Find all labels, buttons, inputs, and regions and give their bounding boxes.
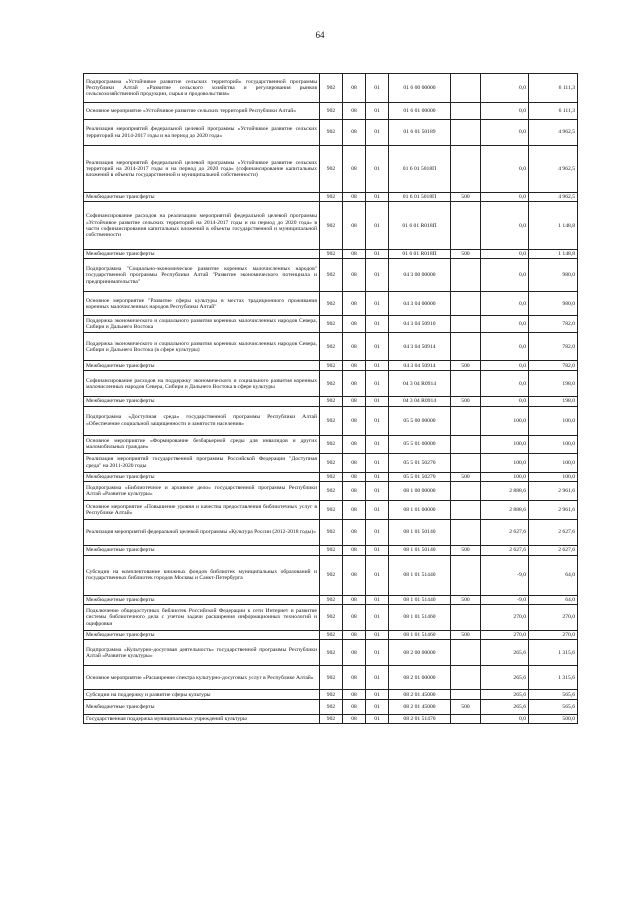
row-expense-type <box>451 605 481 631</box>
row-amount-total: 270,0 <box>529 631 578 640</box>
row-section: 08 <box>343 193 366 202</box>
row-subsection: 01 <box>366 193 389 202</box>
row-amount-change: -9,0 <box>481 555 529 595</box>
row-grbs: 902 <box>320 472 343 481</box>
row-subsection: 01 <box>366 715 389 724</box>
row-name: Межбюджетные трансферты <box>84 595 320 604</box>
row-amount-change: 0,0 <box>481 361 529 371</box>
row-amount-change: 0,0 <box>481 120 529 146</box>
row-amount-change: 2 627,6 <box>481 545 529 555</box>
table-row <box>84 406 578 435</box>
row-name: Основное мероприятие «Формирование безбарьерной среды для инвалидов и других маломобильных граждан» <box>84 435 320 453</box>
table-row <box>84 640 578 666</box>
row-grbs: 902 <box>320 202 343 250</box>
row-subsection: 01 <box>366 690 389 700</box>
row-name: Поддержка экономического и социального развития коренных малочисленных народов Севера, Сибири и Дальнего Востока <box>84 316 320 333</box>
row-subsection: 01 <box>366 519 389 545</box>
row-name: Основное мероприятие «Расширение спектра культурно-досуговых услуг в Республике Алтай» <box>84 666 320 690</box>
row-target-article: 08 2 01 45000 <box>389 690 451 700</box>
row-subsection: 01 <box>366 120 389 146</box>
row-section: 08 <box>343 103 366 120</box>
row-amount-total: 100,0 <box>529 406 578 435</box>
row-expense-type: 500 <box>451 472 481 481</box>
row-name: Межбюджетные трансферты <box>84 361 320 371</box>
row-subsection: 01 <box>366 545 389 555</box>
row-section: 08 <box>343 472 366 481</box>
table-row <box>84 666 578 690</box>
row-section: 08 <box>343 202 366 250</box>
row-grbs: 902 <box>320 406 343 435</box>
row-section: 08 <box>343 292 366 316</box>
row-grbs: 902 <box>320 250 343 259</box>
row-amount-change: 270,0 <box>481 631 529 640</box>
row-expense-type: 500 <box>451 595 481 604</box>
row-name: Реализация мероприятий федеральной целевой программы «Устойчивое развитие сельских территорий на 2014-2017 годы и на период до 2020 года» (софинансирование капитальных вложений в объекты государственной и муниципальной собственности) <box>84 146 320 193</box>
row-subsection: 01 <box>366 700 389 715</box>
row-subsection: 01 <box>366 481 389 500</box>
row-expense-type <box>451 500 481 519</box>
row-amount-change: 0,0 <box>481 292 529 316</box>
row-amount-total: 2 627,6 <box>529 519 578 545</box>
row-expense-type <box>451 202 481 250</box>
table-row <box>84 361 578 371</box>
row-amount-total: 198,0 <box>529 371 578 397</box>
table-row <box>84 631 578 640</box>
row-subsection: 01 <box>366 605 389 631</box>
row-target-article: 01 6 01 R018П <box>389 250 451 259</box>
row-subsection: 01 <box>366 631 389 640</box>
row-name: Подпрограмма «Культурно-досуговая деятельность» государственной программы Республики Алтай «Развитие культуры» <box>84 640 320 666</box>
row-subsection: 01 <box>366 259 389 292</box>
budget-table <box>83 73 578 724</box>
row-section: 08 <box>343 333 366 361</box>
table-row <box>84 103 578 120</box>
table-row <box>84 146 578 193</box>
row-name: Софинансирование расходов на реализацию мероприятий федеральной целевой программы «Устойчивое развитие сельских территорий на 2014-2017 годы и на период до 2020 года» в части софинансирования капитальных вложений в объекты государственной и муниципальной собственности <box>84 202 320 250</box>
row-amount-total: 2 961,6 <box>529 500 578 519</box>
row-name: Подключение общедоступных библиотек Российской Федерации к сети Интернет и развитие системы библиотечного дела с учетом задачи расширения информационных технологий и оцифровки <box>84 605 320 631</box>
row-subsection: 01 <box>366 333 389 361</box>
row-amount-change: 100,0 <box>481 406 529 435</box>
row-subsection: 01 <box>366 500 389 519</box>
row-amount-change: -9,0 <box>481 595 529 604</box>
row-amount-total: 500,0 <box>529 715 578 724</box>
row-grbs: 902 <box>320 481 343 500</box>
row-amount-total: 1 148,8 <box>529 250 578 259</box>
row-amount-change: 0,0 <box>481 371 529 397</box>
row-amount-total: 4 962,5 <box>529 193 578 202</box>
table-row <box>84 202 578 250</box>
row-section: 08 <box>343 700 366 715</box>
row-target-article: 08 1 01 00000 <box>389 500 451 519</box>
table-row <box>84 74 578 103</box>
row-amount-change: 0,0 <box>481 715 529 724</box>
row-subsection: 01 <box>366 371 389 397</box>
row-target-article: 08 1 01 51440 <box>389 595 451 604</box>
row-amount-total: 565,6 <box>529 690 578 700</box>
row-expense-type <box>451 435 481 453</box>
row-amount-total: 782,0 <box>529 316 578 333</box>
row-grbs: 902 <box>320 595 343 604</box>
row-name: Межбюджетные трансферты <box>84 700 320 715</box>
row-grbs: 902 <box>320 519 343 545</box>
row-amount-total: 782,0 <box>529 361 578 371</box>
row-amount-total: 1 315,6 <box>529 666 578 690</box>
row-amount-change: 0,0 <box>481 397 529 406</box>
row-grbs: 902 <box>320 316 343 333</box>
row-section: 08 <box>343 715 366 724</box>
row-section: 08 <box>343 74 366 103</box>
row-name: Государственная поддержка муниципальных учреждений культуры <box>84 715 320 724</box>
row-amount-change: 2 627,6 <box>481 519 529 545</box>
table-row <box>84 193 578 202</box>
row-expense-type <box>451 146 481 193</box>
row-amount-total: 4 962,5 <box>529 146 578 193</box>
row-name: Подпрограмма «Библиотечное и архивное дело» государственной программы Республики Алтай «Развитие культуры» <box>84 481 320 500</box>
row-target-article: 08 1 01 51460 <box>389 631 451 640</box>
table-row <box>84 690 578 700</box>
row-amount-total: 2 961,6 <box>529 481 578 500</box>
row-name: Основное мероприятие «Устойчивое развитие сельских территорий Республики Алтай» <box>84 103 320 120</box>
row-amount-total: 2 627,6 <box>529 545 578 555</box>
row-target-article: 08 2 01 00000 <box>389 666 451 690</box>
row-expense-type: 500 <box>451 193 481 202</box>
table-row <box>84 700 578 715</box>
table-row <box>84 500 578 519</box>
row-target-article: 04 3 00 00000 <box>389 259 451 292</box>
table-row <box>84 316 578 333</box>
row-section: 08 <box>343 595 366 604</box>
row-grbs: 902 <box>320 397 343 406</box>
row-target-article: 01 6 01 R018П <box>389 202 451 250</box>
row-name: Подпрограмма «Устойчивое развитие сельских территорий» государственной программы Республики Алтай «Развитие сельского хозяйства и регулирования рынков сельскохозяйственной продукции, сырья и продовольствия» <box>84 74 320 103</box>
row-grbs: 902 <box>320 690 343 700</box>
row-name: Субсидии на поддержку и развитие сферы культуры <box>84 690 320 700</box>
row-section: 08 <box>343 631 366 640</box>
row-target-article: 04 3 04 R0914 <box>389 371 451 397</box>
row-grbs: 902 <box>320 715 343 724</box>
row-grbs: 902 <box>320 292 343 316</box>
row-section: 08 <box>343 519 366 545</box>
row-expense-type <box>451 453 481 472</box>
row-amount-total: 270,0 <box>529 605 578 631</box>
table-row <box>84 371 578 397</box>
row-amount-total: 782,0 <box>529 333 578 361</box>
row-grbs: 902 <box>320 146 343 193</box>
row-expense-type: 500 <box>451 250 481 259</box>
row-amount-change: 2 888,6 <box>481 481 529 500</box>
row-grbs: 902 <box>320 545 343 555</box>
row-section: 08 <box>343 361 366 371</box>
row-target-article: 08 1 01 50140 <box>389 545 451 555</box>
row-section: 08 <box>343 371 366 397</box>
row-amount-total: 1 148,8 <box>529 202 578 250</box>
row-section: 08 <box>343 500 366 519</box>
row-amount-total: 100,0 <box>529 453 578 472</box>
row-subsection: 01 <box>366 453 389 472</box>
row-amount-change: 2 888,6 <box>481 500 529 519</box>
row-expense-type <box>451 715 481 724</box>
row-target-article: 04 3 04 R0914 <box>389 397 451 406</box>
row-section: 08 <box>343 640 366 666</box>
table-row <box>84 397 578 406</box>
row-grbs: 902 <box>320 74 343 103</box>
row-expense-type <box>451 316 481 333</box>
row-grbs: 902 <box>320 361 343 371</box>
row-name: Межбюджетные трансферты <box>84 397 320 406</box>
row-section: 08 <box>343 666 366 690</box>
row-amount-total: 100,0 <box>529 435 578 453</box>
row-grbs: 902 <box>320 700 343 715</box>
row-name: Основное мероприятие «Повышение уровня и качества предоставления библиотечных услуг в Республике Алтай» <box>84 500 320 519</box>
row-expense-type: 500 <box>451 545 481 555</box>
row-expense-type: 500 <box>451 397 481 406</box>
table-row <box>84 472 578 481</box>
row-subsection: 01 <box>366 555 389 595</box>
table-row <box>84 545 578 555</box>
row-expense-type <box>451 371 481 397</box>
row-section: 08 <box>343 481 366 500</box>
row-subsection: 01 <box>366 472 389 481</box>
row-amount-total: 64,0 <box>529 595 578 604</box>
row-amount-change: 0,0 <box>481 259 529 292</box>
row-section: 08 <box>343 250 366 259</box>
row-section: 08 <box>343 435 366 453</box>
row-expense-type <box>451 120 481 146</box>
row-subsection: 01 <box>366 640 389 666</box>
row-amount-total: 4 962,5 <box>529 120 578 146</box>
row-amount-change: 265,6 <box>481 666 529 690</box>
row-grbs: 902 <box>320 371 343 397</box>
row-subsection: 01 <box>366 316 389 333</box>
row-target-article: 08 1 01 51440 <box>389 555 451 595</box>
row-target-article: 05 5 00 00000 <box>389 406 451 435</box>
row-amount-total: 6 111,3 <box>529 74 578 103</box>
row-expense-type <box>451 690 481 700</box>
row-amount-total: 980,0 <box>529 292 578 316</box>
row-name: Межбюджетные трансферты <box>84 545 320 555</box>
table-row <box>84 481 578 500</box>
row-subsection: 01 <box>366 250 389 259</box>
row-amount-total: 1 315,6 <box>529 640 578 666</box>
table-row <box>84 519 578 545</box>
row-grbs: 902 <box>320 259 343 292</box>
row-amount-total: 100,0 <box>529 472 578 481</box>
row-amount-total: 980,0 <box>529 259 578 292</box>
row-section: 08 <box>343 545 366 555</box>
row-subsection: 01 <box>366 406 389 435</box>
row-target-article: 08 1 01 51460 <box>389 605 451 631</box>
row-amount-change: 0,0 <box>481 333 529 361</box>
row-subsection: 01 <box>366 202 389 250</box>
row-amount-change: 0,0 <box>481 74 529 103</box>
row-expense-type <box>451 519 481 545</box>
row-grbs: 902 <box>320 120 343 146</box>
row-amount-total: 565,6 <box>529 700 578 715</box>
row-target-article: 08 2 01 51470 <box>389 715 451 724</box>
row-expense-type: 500 <box>451 700 481 715</box>
row-expense-type <box>451 103 481 120</box>
row-name: Субсидии на комплектование книжных фондов библиотек муниципальных образований и государственных библиотек городов Москвы и Санкт-Петербурга <box>84 555 320 595</box>
row-subsection: 01 <box>366 74 389 103</box>
row-amount-total: 64,0 <box>529 555 578 595</box>
row-name: Межбюджетные трансферты <box>84 193 320 202</box>
table-row <box>84 120 578 146</box>
row-target-article: 01 6 01 00000 <box>389 103 451 120</box>
row-target-article: 01 6 01 50189 <box>389 120 451 146</box>
row-amount-total: 198,0 <box>529 397 578 406</box>
table-row <box>84 250 578 259</box>
table-row <box>84 453 578 472</box>
row-name: Реализация мероприятий федеральной целевой программы «Культура России (2012-2018 годы)» <box>84 519 320 545</box>
row-section: 08 <box>343 690 366 700</box>
table-row <box>84 715 578 724</box>
row-section: 08 <box>343 259 366 292</box>
page-number: 64 <box>315 30 325 40</box>
row-expense-type <box>451 640 481 666</box>
row-subsection: 01 <box>366 146 389 193</box>
row-subsection: 01 <box>366 361 389 371</box>
row-name: Межбюджетные трансферты <box>84 631 320 640</box>
row-target-article: 04 3 04 50914 <box>389 361 451 371</box>
row-amount-change: 100,0 <box>481 435 529 453</box>
row-amount-change: 0,0 <box>481 250 529 259</box>
row-grbs: 902 <box>320 555 343 595</box>
row-target-article: 08 1 00 00000 <box>389 481 451 500</box>
row-name: Подпрограмма «Доступная среда» государственной программы Республики Алтай «Обеспечение социальной защищенности и занятости населения» <box>84 406 320 435</box>
row-name: Поддержка экономического и социального развития коренных малочисленных народов Севера, Сибири и Дальнего Востока (в сфере культуры) <box>84 333 320 361</box>
table-row <box>84 605 578 631</box>
row-grbs: 902 <box>320 453 343 472</box>
row-target-article: 04 3 04 50914 <box>389 333 451 361</box>
row-amount-change: 265,6 <box>481 700 529 715</box>
row-target-article: 05 5 01 50270 <box>389 472 451 481</box>
row-amount-change: 270,0 <box>481 605 529 631</box>
row-name: Межбюджетные трансферты <box>84 250 320 259</box>
row-section: 08 <box>343 453 366 472</box>
row-grbs: 902 <box>320 666 343 690</box>
row-name: Подпрограмма "Социально-экономическое развитие коренных малочисленных народов" государственной программы Республики Алтай "Развитие экономического потенциала и предпринимательства" <box>84 259 320 292</box>
row-target-article: 04 3 04 50910 <box>389 316 451 333</box>
row-name: Основное мероприятие "Развитие сферы культуры в местах традиционного проживания коренных малочисленных народов Республики Алтай" <box>84 292 320 316</box>
row-name: Реализация мероприятий государственной программы Российской Федерации "Доступная среда" на 2011-2020 годы <box>84 453 320 472</box>
row-section: 08 <box>343 397 366 406</box>
row-amount-change: 0,0 <box>481 202 529 250</box>
row-section: 08 <box>343 146 366 193</box>
row-name: Межбюджетные трансферты <box>84 472 320 481</box>
table-row <box>84 595 578 604</box>
row-expense-type <box>451 333 481 361</box>
row-section: 08 <box>343 316 366 333</box>
row-section: 08 <box>343 555 366 595</box>
row-grbs: 902 <box>320 103 343 120</box>
row-amount-total: 6 111,3 <box>529 103 578 120</box>
row-amount-change: 265,6 <box>481 640 529 666</box>
row-name: Реализация мероприятий федеральной целевой программы «Устойчивое развитие сельских территорий на 2014-2017 годы и на период до 2020 года» <box>84 120 320 146</box>
table-row <box>84 259 578 292</box>
row-grbs: 902 <box>320 500 343 519</box>
row-amount-change: 0,0 <box>481 103 529 120</box>
row-subsection: 01 <box>366 666 389 690</box>
row-expense-type <box>451 406 481 435</box>
row-section: 08 <box>343 605 366 631</box>
row-amount-change: 0,0 <box>481 146 529 193</box>
row-subsection: 01 <box>366 397 389 406</box>
table-row <box>84 435 578 453</box>
row-amount-change: 265,6 <box>481 690 529 700</box>
row-expense-type <box>451 74 481 103</box>
row-expense-type <box>451 292 481 316</box>
row-name: Софинансирование расходов на поддержку экономического и социального развития коренных малочисленных народов Севера, Сибири и Дальнего Востока в сфере культуры <box>84 371 320 397</box>
row-expense-type <box>451 481 481 500</box>
row-target-article: 01 6 01 5018П <box>389 193 451 202</box>
table-row <box>84 292 578 316</box>
row-amount-change: 100,0 <box>481 453 529 472</box>
row-section: 08 <box>343 120 366 146</box>
row-target-article: 05 5 01 50270 <box>389 453 451 472</box>
row-subsection: 01 <box>366 595 389 604</box>
row-grbs: 902 <box>320 193 343 202</box>
row-target-article: 01 6 01 5018П <box>389 146 451 193</box>
row-grbs: 902 <box>320 605 343 631</box>
row-expense-type: 500 <box>451 361 481 371</box>
row-expense-type <box>451 259 481 292</box>
row-amount-change: 0,0 <box>481 316 529 333</box>
row-subsection: 01 <box>366 103 389 120</box>
row-amount-change: 100,0 <box>481 472 529 481</box>
row-subsection: 01 <box>366 292 389 316</box>
row-expense-type: 500 <box>451 631 481 640</box>
row-target-article: 01 6 00 00000 <box>389 74 451 103</box>
row-target-article: 08 2 01 45000 <box>389 700 451 715</box>
row-subsection: 01 <box>366 435 389 453</box>
row-expense-type <box>451 555 481 595</box>
row-amount-change: 0,0 <box>481 193 529 202</box>
row-grbs: 902 <box>320 640 343 666</box>
row-target-article: 05 5 01 00000 <box>389 435 451 453</box>
row-target-article: 08 1 01 50140 <box>389 519 451 545</box>
table-row <box>84 333 578 361</box>
row-expense-type <box>451 666 481 690</box>
row-grbs: 902 <box>320 333 343 361</box>
row-target-article: 04 3 04 00000 <box>389 292 451 316</box>
row-target-article: 08 2 00 00000 <box>389 640 451 666</box>
row-section: 08 <box>343 406 366 435</box>
row-grbs: 902 <box>320 435 343 453</box>
table-row <box>84 555 578 595</box>
row-grbs: 902 <box>320 631 343 640</box>
